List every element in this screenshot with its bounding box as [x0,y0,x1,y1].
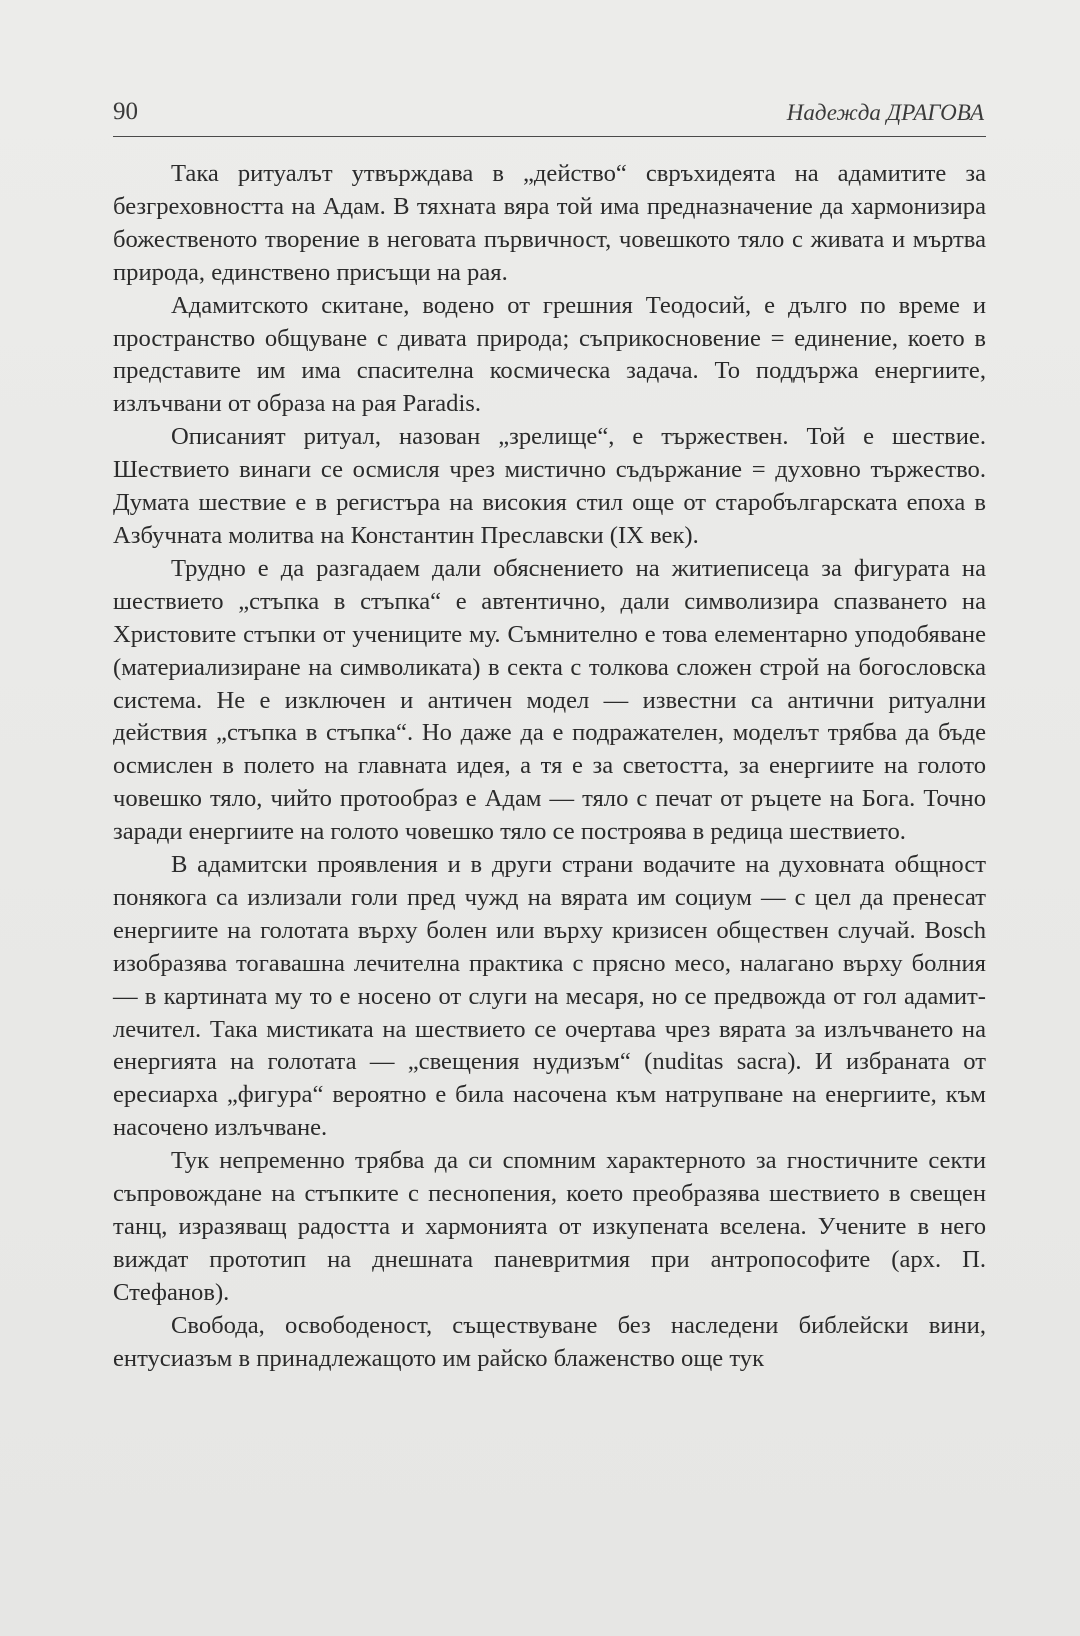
paragraph: Адамитското скитане, водено от грешния Теодосий, е дълго по време и пространство общуване с дивата природа; съприкосновение = единение, което в представите им има спасителна космическа задача. То поддържа енергиите, излъчвани от образа на рая Paradis. [113,291,986,418]
page-number: 90 [113,98,138,125]
paragraph: Описаният ритуал, назован „зрелище“, е тържествен. Той е шествие. Шествието винаги се осмисля чрез мистично съдържание = духовно тържество. Думата шествие е в регистъра на високия стил още от старобългарската епоха в Азбучната молитва на Константин Преславски (IX век). [113,423,986,549]
paragraph: Трудно е да разгадаем дали обяснението на житиеписеца за фигурата на шествието „стъпка в стъпка“ е автентично, дали символизира спазването на Христовите стъпки от учениците му. Съмнително е това елементарно уподобяване (материализиране на символиката) в секта с толкова сложен строй на богословска система. Не е изключен и античен модел — известни са антични ритуални действия „стъпка в стъпка“. Но даже да е подражателен, моделът трябва да бъде осмислен в полето на главната идея, а тя е за светостта, за енергиите на голото човешко тяло, чийто протообраз е Адам — тяло с печат от ръцете на Бога. Точно заради енергиите на голото човешко тяло се построява в редица шествието. [113,554,986,846]
paragraph: Така ритуалът утвърждава в „действо“ свръхидеята на адамитите за безгреховността на Адам. В тяхната вяра той има предназначение да хармонизира божественото творение в неговата първичност, човешкото тяло с живата и мъртва природа, единствено присъщи на рая. [113,160,986,286]
paragraph: Тук непременно трябва да си спомним характерното за гностичните секти съпровождане на стъпките с песнопения, което преобразява шествието в свещен танц, изразяващ радостта и хармонията от изкупената вселена. Учените в него виждат прототип на днешната паневритмия при антропософите (арх. П. Стефанов). [113,1147,986,1306]
body-text [113,158,986,1376]
paragraph: В адамитски проявления и в други страни водачите на духовната общност понякога са излизали голи пред чужд на вярата им социум — с цел да пренесат енергиите на голотата върху болен или върху кризисен обществен случай. Bosch изобразява тогавашна лечителна практика с прясно месо, налагано върху болния — в картината му то е носено от слуги на месаря, но се предвожда от гол адамит-лечител. Така мистиката на шествието се очертава чрез вярата за излъчването на енергията на голотата — „свещения нудизъм“ (nuditas sacra). И избраната от ересиарха „фигура“ вероятно е била насочена към натрупване на енергиите, към насочено излъчване. [113,851,986,1142]
running-head-author: Надежда ДРАГОВА [786,100,984,125]
paragraph: Свобода, освободеност, съществуване без наследени библейски вини, ентусиазъм в принадлежащото им райско блаженство още тук [113,1311,986,1372]
page-header [113,96,986,137]
